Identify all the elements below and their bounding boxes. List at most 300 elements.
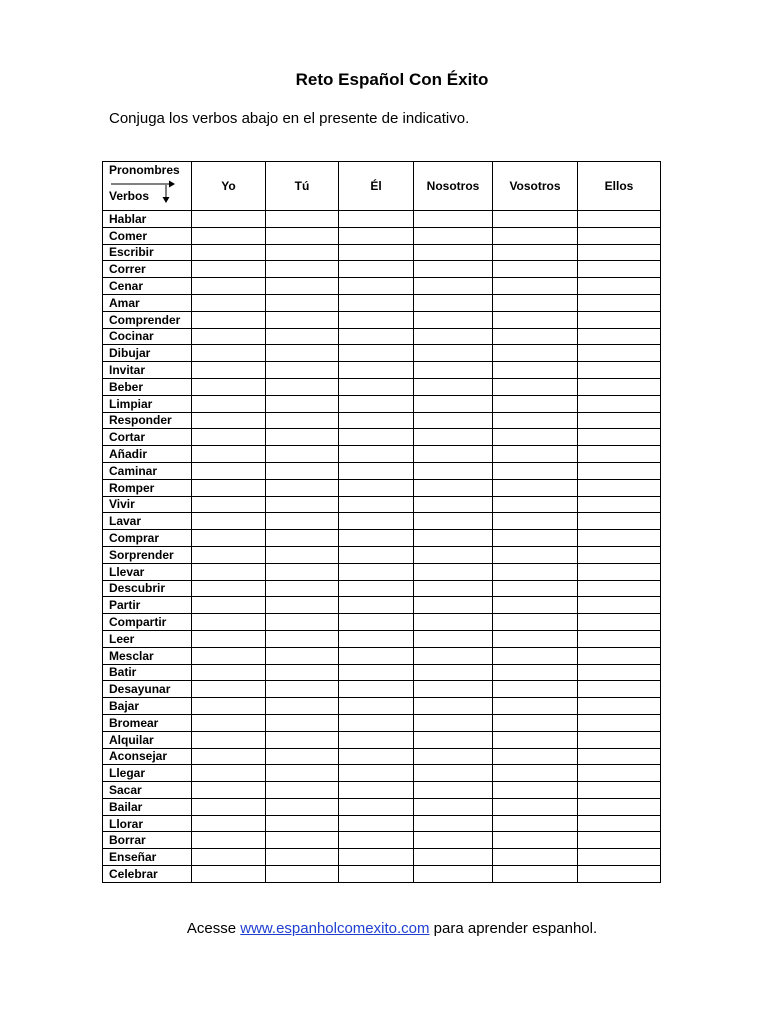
answer-cell[interactable] <box>192 227 266 244</box>
verb-cell: Bajar <box>103 698 192 715</box>
answer-cell[interactable] <box>414 412 493 429</box>
answer-cell[interactable] <box>266 580 339 597</box>
answer-cell[interactable] <box>192 630 266 647</box>
answer-cell[interactable] <box>414 681 493 698</box>
answer-cell[interactable] <box>339 630 414 647</box>
answer-cell[interactable] <box>339 429 414 446</box>
answer-cell[interactable] <box>339 580 414 597</box>
answer-cell[interactable] <box>414 244 493 261</box>
table-row <box>103 278 661 295</box>
answer-cell[interactable] <box>192 698 266 715</box>
table-row <box>103 462 661 479</box>
verb-cell: Cocinar <box>103 328 192 345</box>
answer-cell[interactable] <box>192 798 266 815</box>
answer-cell[interactable] <box>493 714 578 731</box>
answer-cell[interactable] <box>493 311 578 328</box>
verb-cell: Enseñar <box>103 849 192 866</box>
answer-cell[interactable] <box>414 614 493 631</box>
answer-cell[interactable] <box>192 261 266 278</box>
answer-cell[interactable] <box>192 681 266 698</box>
answer-cell[interactable] <box>578 345 661 362</box>
answer-cell[interactable] <box>339 866 414 883</box>
answer-cell[interactable] <box>192 815 266 832</box>
answer-cell[interactable] <box>578 261 661 278</box>
answer-cell[interactable] <box>192 446 266 463</box>
answer-cell[interactable] <box>578 446 661 463</box>
answer-cell[interactable] <box>493 563 578 580</box>
answer-cell[interactable] <box>493 546 578 563</box>
answer-cell[interactable] <box>192 294 266 311</box>
verb-cell: Responder <box>103 412 192 429</box>
answer-cell[interactable] <box>493 748 578 765</box>
answer-cell[interactable] <box>414 597 493 614</box>
answer-cell[interactable] <box>493 328 578 345</box>
answer-cell[interactable] <box>339 362 414 379</box>
answer-cell[interactable] <box>266 798 339 815</box>
answer-cell[interactable] <box>266 244 339 261</box>
answer-cell[interactable] <box>266 782 339 799</box>
answer-cell[interactable] <box>339 546 414 563</box>
table-row <box>103 714 661 731</box>
answer-cell[interactable] <box>266 647 339 664</box>
answer-cell[interactable] <box>493 832 578 849</box>
answer-cell[interactable] <box>414 294 493 311</box>
answer-cell[interactable] <box>578 244 661 261</box>
answer-cell[interactable] <box>414 513 493 530</box>
answer-cell[interactable] <box>192 278 266 295</box>
answer-cell[interactable] <box>493 278 578 295</box>
answer-cell[interactable] <box>414 815 493 832</box>
answer-cell[interactable] <box>339 294 414 311</box>
verb-cell: Invitar <box>103 362 192 379</box>
table-row <box>103 227 661 244</box>
verb-cell: Llorar <box>103 815 192 832</box>
answer-cell[interactable] <box>339 748 414 765</box>
answer-cell[interactable] <box>493 681 578 698</box>
answer-cell[interactable] <box>192 513 266 530</box>
answer-cell[interactable] <box>266 412 339 429</box>
answer-cell[interactable] <box>578 311 661 328</box>
answer-cell[interactable] <box>414 446 493 463</box>
answer-cell[interactable] <box>192 462 266 479</box>
answer-cell[interactable] <box>266 395 339 412</box>
answer-cell[interactable] <box>414 278 493 295</box>
answer-cell[interactable] <box>414 580 493 597</box>
answer-cell[interactable] <box>493 866 578 883</box>
verb-cell: Bromear <box>103 714 192 731</box>
answer-cell[interactable] <box>266 546 339 563</box>
answer-cell[interactable] <box>339 731 414 748</box>
answer-cell[interactable] <box>493 395 578 412</box>
answer-cell[interactable] <box>266 496 339 513</box>
verb-cell: Sorprender <box>103 546 192 563</box>
answer-cell[interactable] <box>266 278 339 295</box>
table-row <box>103 311 661 328</box>
answer-cell[interactable] <box>339 412 414 429</box>
answer-cell[interactable] <box>339 244 414 261</box>
answer-cell[interactable] <box>266 815 339 832</box>
answer-cell[interactable] <box>266 832 339 849</box>
answer-cell[interactable] <box>493 530 578 547</box>
answer-cell[interactable] <box>578 530 661 547</box>
answer-cell[interactable] <box>339 664 414 681</box>
answer-cell[interactable] <box>493 630 578 647</box>
answer-cell[interactable] <box>578 614 661 631</box>
answer-cell[interactable] <box>192 378 266 395</box>
answer-cell[interactable] <box>266 563 339 580</box>
answer-cell[interactable] <box>493 513 578 530</box>
answer-cell[interactable] <box>339 614 414 631</box>
table-row <box>103 866 661 883</box>
answer-cell[interactable] <box>578 513 661 530</box>
answer-cell[interactable] <box>192 765 266 782</box>
answer-cell[interactable] <box>192 362 266 379</box>
answer-cell[interactable] <box>339 513 414 530</box>
answer-cell[interactable] <box>493 765 578 782</box>
answer-cell[interactable] <box>266 479 339 496</box>
answer-cell[interactable] <box>192 664 266 681</box>
table-row <box>103 496 661 513</box>
answer-cell[interactable] <box>493 244 578 261</box>
answer-cell[interactable] <box>414 866 493 883</box>
answer-cell[interactable] <box>493 849 578 866</box>
answer-cell[interactable] <box>414 748 493 765</box>
answer-cell[interactable] <box>414 698 493 715</box>
answer-cell[interactable] <box>266 446 339 463</box>
answer-cell[interactable] <box>493 261 578 278</box>
answer-cell[interactable] <box>578 866 661 883</box>
table-row <box>103 412 661 429</box>
answer-cell[interactable] <box>339 765 414 782</box>
footer-text <box>0 918 768 940</box>
answer-cell[interactable] <box>414 311 493 328</box>
answer-cell[interactable] <box>493 378 578 395</box>
answer-cell[interactable] <box>266 614 339 631</box>
answer-cell[interactable] <box>192 731 266 748</box>
answer-cell[interactable] <box>266 378 339 395</box>
answer-cell[interactable] <box>578 681 661 698</box>
answer-cell[interactable] <box>192 597 266 614</box>
answer-cell[interactable] <box>493 462 578 479</box>
answer-cell[interactable] <box>339 496 414 513</box>
answer-cell[interactable] <box>266 462 339 479</box>
table-row <box>103 395 661 412</box>
verb-cell: Llegar <box>103 765 192 782</box>
table-row <box>103 211 661 228</box>
answer-cell[interactable] <box>578 479 661 496</box>
answer-cell[interactable] <box>339 714 414 731</box>
verb-cell: Cenar <box>103 278 192 295</box>
answer-cell[interactable] <box>266 429 339 446</box>
answer-cell[interactable] <box>339 227 414 244</box>
answer-cell[interactable] <box>192 580 266 597</box>
answer-cell[interactable] <box>493 664 578 681</box>
answer-cell[interactable] <box>339 798 414 815</box>
answer-cell[interactable] <box>266 227 339 244</box>
answer-cell[interactable] <box>192 328 266 345</box>
page-title: Reto Español Con Éxito <box>295 70 489 89</box>
answer-cell[interactable] <box>414 479 493 496</box>
answer-cell[interactable] <box>414 664 493 681</box>
table-row <box>103 546 661 563</box>
answer-cell[interactable] <box>414 765 493 782</box>
answer-cell[interactable] <box>493 580 578 597</box>
verb-cell: Sacar <box>103 782 192 799</box>
answer-cell[interactable] <box>266 211 339 228</box>
answer-cell[interactable] <box>414 261 493 278</box>
answer-cell[interactable] <box>266 261 339 278</box>
answer-cell[interactable] <box>266 698 339 715</box>
answer-cell[interactable] <box>493 412 578 429</box>
answer-cell[interactable] <box>414 462 493 479</box>
instructions-text: Conjuga los verbos abajo en el presente de indicativo. <box>109 110 470 127</box>
arrow-down-icon <box>161 185 171 203</box>
answer-cell[interactable] <box>493 211 578 228</box>
answer-cell[interactable] <box>578 714 661 731</box>
answer-cell[interactable] <box>339 782 414 799</box>
answer-cell[interactable] <box>266 748 339 765</box>
answer-cell[interactable] <box>339 815 414 832</box>
answer-cell[interactable] <box>339 211 414 228</box>
answer-cell[interactable] <box>192 849 266 866</box>
answer-cell[interactable] <box>339 479 414 496</box>
answer-cell[interactable] <box>578 698 661 715</box>
answer-cell[interactable] <box>414 563 493 580</box>
answer-cell[interactable] <box>266 681 339 698</box>
answer-cell[interactable] <box>339 278 414 295</box>
answer-cell[interactable] <box>192 748 266 765</box>
answer-cell[interactable] <box>192 866 266 883</box>
answer-cell[interactable] <box>493 429 578 446</box>
footer-prefix: Acesse <box>186 920 241 937</box>
answer-cell[interactable] <box>414 647 493 664</box>
answer-cell[interactable] <box>266 866 339 883</box>
column-header-yo: Yo <box>192 162 266 211</box>
answer-cell[interactable] <box>578 395 661 412</box>
answer-cell[interactable] <box>493 798 578 815</box>
answer-cell[interactable] <box>339 563 414 580</box>
answer-cell[interactable] <box>414 496 493 513</box>
answer-cell[interactable] <box>578 597 661 614</box>
answer-cell[interactable] <box>192 782 266 799</box>
answer-cell[interactable] <box>493 496 578 513</box>
answer-cell[interactable] <box>414 227 493 244</box>
answer-cell[interactable] <box>339 849 414 866</box>
answer-cell[interactable] <box>266 731 339 748</box>
answer-cell[interactable] <box>266 849 339 866</box>
answer-cell[interactable] <box>414 530 493 547</box>
answer-cell[interactable] <box>578 362 661 379</box>
answer-cell[interactable] <box>578 580 661 597</box>
answer-cell[interactable] <box>578 294 661 311</box>
answer-cell[interactable] <box>414 328 493 345</box>
answer-cell[interactable] <box>578 782 661 799</box>
answer-cell[interactable] <box>339 395 414 412</box>
verb-cell: Mesclar <box>103 647 192 664</box>
answer-cell[interactable] <box>578 731 661 748</box>
verb-cell: Llevar <box>103 563 192 580</box>
answer-cell[interactable] <box>192 496 266 513</box>
verb-cell: Lavar <box>103 513 192 530</box>
table-row <box>103 580 661 597</box>
answer-cell[interactable] <box>414 395 493 412</box>
answer-cell[interactable] <box>339 647 414 664</box>
answer-cell[interactable] <box>493 479 578 496</box>
table-row <box>103 446 661 463</box>
answer-cell[interactable] <box>266 765 339 782</box>
answer-cell[interactable] <box>266 513 339 530</box>
answer-cell[interactable] <box>493 782 578 799</box>
answer-cell[interactable] <box>266 311 339 328</box>
table-row <box>103 849 661 866</box>
answer-cell[interactable] <box>578 227 661 244</box>
answer-cell[interactable] <box>192 395 266 412</box>
answer-cell[interactable] <box>493 227 578 244</box>
table-row <box>103 698 661 715</box>
answer-cell[interactable] <box>339 698 414 715</box>
answer-cell[interactable] <box>339 597 414 614</box>
answer-cell[interactable] <box>339 311 414 328</box>
answer-cell[interactable] <box>493 362 578 379</box>
table-row <box>103 681 661 698</box>
answer-cell[interactable] <box>578 630 661 647</box>
table-row <box>103 362 661 379</box>
answer-cell[interactable] <box>339 530 414 547</box>
answer-cell[interactable] <box>339 345 414 362</box>
answer-cell[interactable] <box>266 328 339 345</box>
answer-cell[interactable] <box>493 614 578 631</box>
answer-cell[interactable] <box>339 328 414 345</box>
footer-suffix: para aprender espanhol. <box>429 920 598 937</box>
answer-cell[interactable] <box>266 597 339 614</box>
answer-cell[interactable] <box>414 798 493 815</box>
answer-cell[interactable] <box>578 429 661 446</box>
answer-cell[interactable] <box>192 479 266 496</box>
answer-cell[interactable] <box>192 832 266 849</box>
verb-cell: Desayunar <box>103 681 192 698</box>
answer-cell[interactable] <box>493 597 578 614</box>
answer-cell[interactable] <box>493 446 578 463</box>
answer-cell[interactable] <box>414 832 493 849</box>
verb-cell: Amar <box>103 294 192 311</box>
answer-cell[interactable] <box>578 664 661 681</box>
answer-cell[interactable] <box>192 546 266 563</box>
answer-cell[interactable] <box>493 345 578 362</box>
answer-cell[interactable] <box>578 647 661 664</box>
answer-cell[interactable] <box>578 748 661 765</box>
answer-cell[interactable] <box>493 294 578 311</box>
verbos-label: Verbos <box>109 189 150 203</box>
answer-cell[interactable] <box>578 815 661 832</box>
answer-cell[interactable] <box>493 815 578 832</box>
table-row <box>103 244 661 261</box>
answer-cell[interactable] <box>266 664 339 681</box>
answer-cell[interactable] <box>192 311 266 328</box>
pronombres-label: Pronombres <box>109 163 180 177</box>
answer-cell[interactable] <box>339 462 414 479</box>
answer-cell[interactable] <box>414 211 493 228</box>
answer-cell[interactable] <box>192 563 266 580</box>
verb-cell: Comprender <box>103 311 192 328</box>
answer-cell[interactable] <box>339 261 414 278</box>
answer-cell[interactable] <box>578 765 661 782</box>
verb-cell: Alquilar <box>103 731 192 748</box>
answer-cell[interactable] <box>578 462 661 479</box>
table-row <box>103 513 661 530</box>
answer-cell[interactable] <box>192 244 266 261</box>
corner-header-cell <box>103 162 192 211</box>
answer-cell[interactable] <box>192 211 266 228</box>
table-row <box>103 782 661 799</box>
answer-cell[interactable] <box>578 546 661 563</box>
answer-cell[interactable] <box>339 378 414 395</box>
answer-cell[interactable] <box>578 798 661 815</box>
answer-cell[interactable] <box>578 378 661 395</box>
answer-cell[interactable] <box>192 714 266 731</box>
answer-cell[interactable] <box>414 731 493 748</box>
answer-cell[interactable] <box>266 630 339 647</box>
answer-cell[interactable] <box>192 412 266 429</box>
column-header-ellos: Ellos <box>578 162 661 211</box>
answer-cell[interactable] <box>493 698 578 715</box>
answer-cell[interactable] <box>192 530 266 547</box>
answer-cell[interactable] <box>414 630 493 647</box>
answer-cell[interactable] <box>414 429 493 446</box>
answer-cell[interactable] <box>414 849 493 866</box>
answer-cell[interactable] <box>578 278 661 295</box>
answer-cell[interactable] <box>414 378 493 395</box>
answer-cell[interactable] <box>493 647 578 664</box>
answer-cell[interactable] <box>578 563 661 580</box>
answer-cell[interactable] <box>493 731 578 748</box>
answer-cell[interactable] <box>192 614 266 631</box>
answer-cell[interactable] <box>578 832 661 849</box>
verb-cell: Comprar <box>103 530 192 547</box>
column-header-tu: Tú <box>266 162 339 211</box>
website-link[interactable]: www.espanholcomexito.com <box>240 920 430 937</box>
answer-cell[interactable] <box>414 546 493 563</box>
answer-cell[interactable] <box>339 832 414 849</box>
table-row <box>103 530 661 547</box>
answer-cell[interactable] <box>414 714 493 731</box>
answer-cell[interactable] <box>266 714 339 731</box>
answer-cell[interactable] <box>266 294 339 311</box>
answer-cell[interactable] <box>266 362 339 379</box>
verb-cell: Leer <box>103 630 192 647</box>
column-header-el: Él <box>339 162 414 211</box>
table-row <box>103 614 661 631</box>
answer-cell[interactable] <box>578 211 661 228</box>
verb-cell: Borrar <box>103 832 192 849</box>
verb-rows <box>103 211 661 883</box>
answer-cell[interactable] <box>414 362 493 379</box>
answer-cell[interactable] <box>266 530 339 547</box>
answer-cell[interactable] <box>578 849 661 866</box>
answer-cell[interactable] <box>578 412 661 429</box>
answer-cell[interactable] <box>192 429 266 446</box>
answer-cell[interactable] <box>192 647 266 664</box>
answer-cell[interactable] <box>192 345 266 362</box>
answer-cell[interactable] <box>339 446 414 463</box>
answer-cell[interactable] <box>414 782 493 799</box>
answer-cell[interactable] <box>578 328 661 345</box>
answer-cell[interactable] <box>414 345 493 362</box>
answer-cell[interactable] <box>578 496 661 513</box>
answer-cell[interactable] <box>339 681 414 698</box>
answer-cell[interactable] <box>266 345 339 362</box>
verb-cell: Bailar <box>103 798 192 815</box>
verb-cell: Limpiar <box>103 395 192 412</box>
